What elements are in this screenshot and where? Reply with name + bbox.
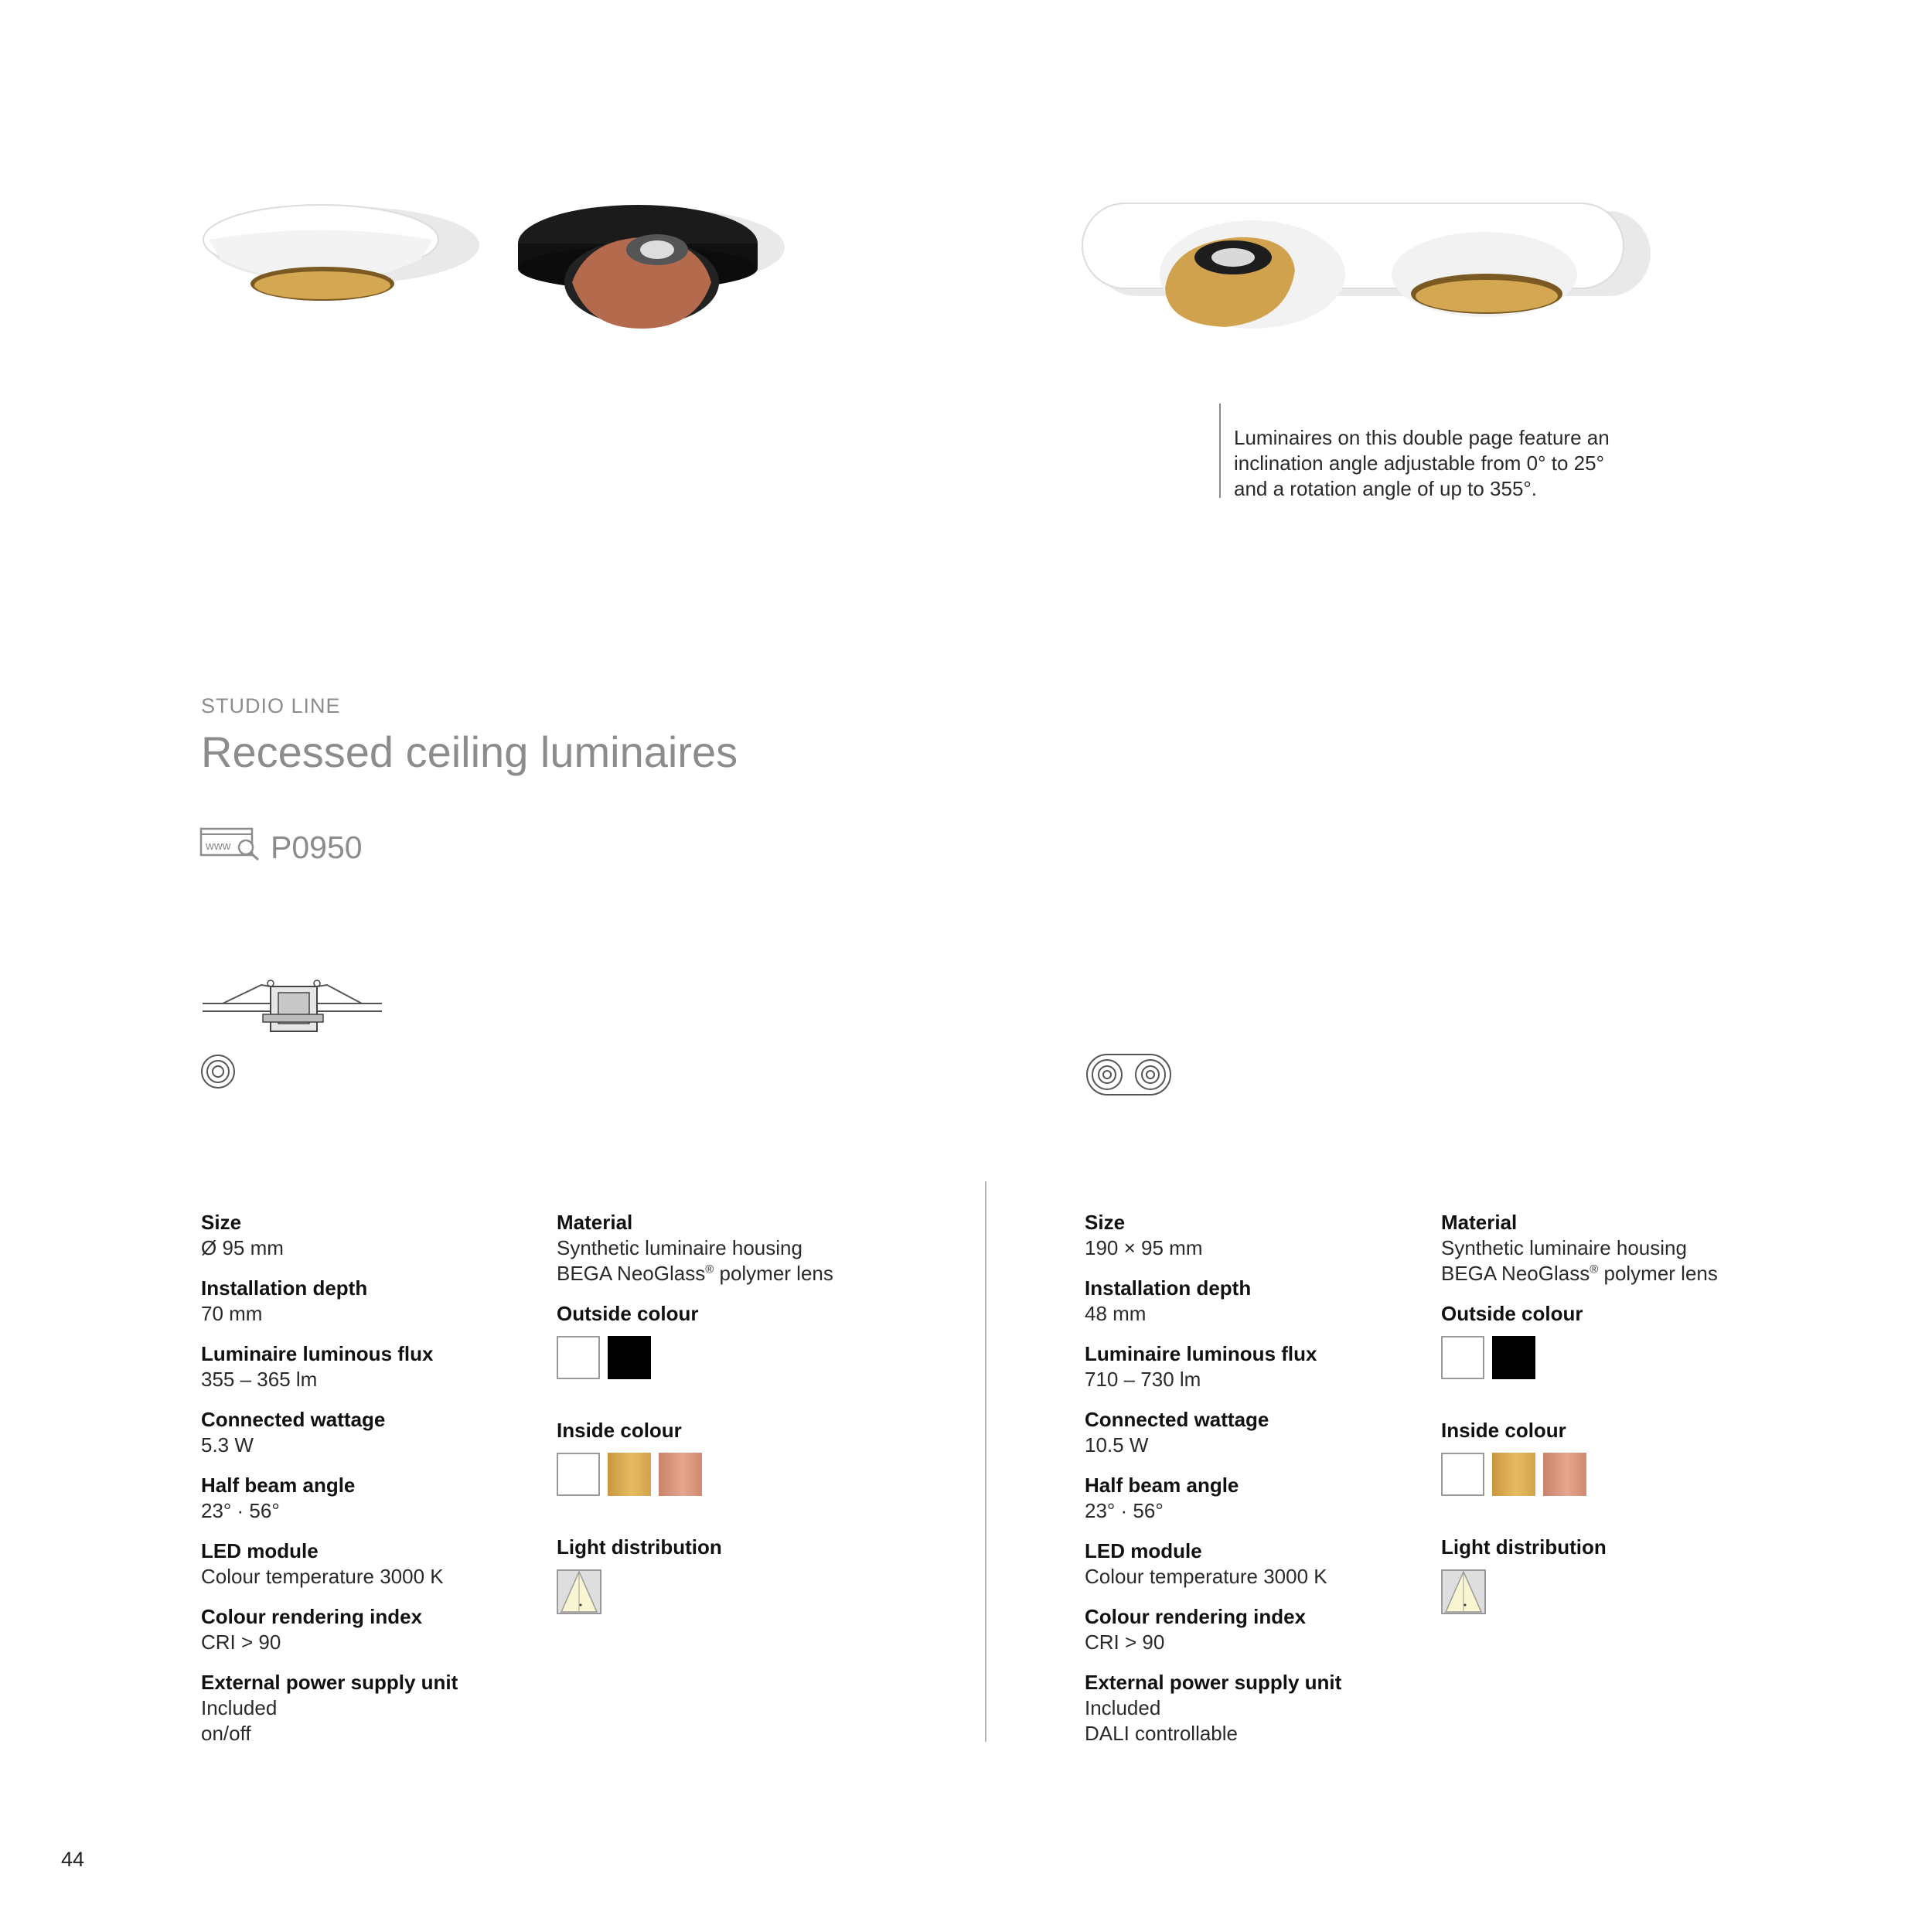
feature-note [1234, 425, 1667, 502]
swatch-gold [1492, 1453, 1535, 1496]
spec-label: Material [1441, 1211, 1518, 1234]
spec-value: 355 – 365 lm [201, 1368, 318, 1391]
spec-label: Luminaire luminous flux [1085, 1342, 1317, 1365]
series-name: STUDIO LINE [201, 694, 341, 717]
spec-value: BEGA NeoGlass® polymer lens [1441, 1262, 1718, 1285]
inside-colour-label: Inside colour [1441, 1419, 1566, 1442]
spec-value: CRI > 90 [201, 1630, 281, 1654]
product-code: P0950 [271, 830, 363, 865]
page-title: Recessed ceiling luminaires [201, 727, 738, 776]
swatch-white [557, 1336, 600, 1379]
spec-value: Included [1085, 1696, 1161, 1719]
spec-label: Half beam angle [201, 1474, 356, 1497]
spec-label: Half beam angle [1085, 1474, 1239, 1497]
spec-value: Synthetic luminaire housing [1441, 1236, 1687, 1259]
inside-colour-label: Inside colour [557, 1419, 682, 1442]
spec-value: 70 mm [201, 1302, 263, 1325]
outside-colour-label: Outside colour [1441, 1302, 1583, 1325]
spec-value: DALI controllable [1085, 1722, 1238, 1745]
spec-value: 23° · 56° [1085, 1499, 1164, 1522]
single-round-topview-icon [199, 1053, 237, 1090]
swatch-white [1441, 1453, 1484, 1496]
note-line: inclination angle adjustable from 0° to 25° [1234, 451, 1604, 475]
light-distribution-label: Light distribution [1441, 1535, 1607, 1559]
outside-colour-swatches [1441, 1336, 1718, 1379]
spec-value: CRI > 90 [1085, 1630, 1165, 1654]
spec-value: Colour temperature 3000 K [201, 1565, 444, 1588]
page-number: 44 [61, 1848, 85, 1871]
left-material-colours [557, 1210, 833, 1620]
single-white-luminaire-image [197, 197, 483, 313]
left-specs [201, 1210, 458, 1761]
spec-label: LED module [201, 1539, 319, 1562]
note-line: Luminaires on this double page feature an [1234, 426, 1610, 449]
outside-colour-swatches [557, 1336, 833, 1379]
light-distribution-icon [557, 1569, 601, 1614]
spec-label: Size [201, 1211, 242, 1234]
light-distribution-label: Light distribution [557, 1535, 722, 1559]
swatch-copper [1543, 1453, 1586, 1496]
swatch-gold [608, 1453, 651, 1496]
spec-label: External power supply unit [201, 1671, 458, 1694]
spec-value: 23° · 56° [201, 1499, 280, 1522]
double-round-topview-icon [1085, 1053, 1172, 1096]
spec-label: Colour rendering index [201, 1605, 423, 1628]
spec-value: Included [201, 1696, 278, 1719]
swatch-white [1441, 1336, 1484, 1379]
right-specs [1085, 1210, 1341, 1761]
single-black-luminaire-image [514, 197, 792, 336]
spec-value: 190 × 95 mm [1085, 1236, 1203, 1259]
www-search-icon [199, 827, 263, 861]
spec-label: External power supply unit [1085, 1671, 1342, 1694]
swatch-black [608, 1336, 651, 1379]
spec-label: Connected wattage [1085, 1408, 1269, 1431]
spec-label: Connected wattage [201, 1408, 386, 1431]
spec-label: Size [1085, 1211, 1126, 1234]
spec-label: Colour rendering index [1085, 1605, 1307, 1628]
spec-value: 48 mm [1085, 1302, 1147, 1325]
inside-colour-swatches [1441, 1453, 1718, 1496]
column-divider [985, 1181, 986, 1742]
swatch-black [1492, 1336, 1535, 1379]
spec-value: 10.5 W [1085, 1433, 1149, 1457]
spec-label: Installation depth [201, 1276, 368, 1300]
note-rule [1219, 404, 1221, 498]
spec-label: Luminaire luminous flux [201, 1342, 434, 1365]
spec-label: Material [557, 1211, 633, 1234]
spec-value: 710 – 730 lm [1085, 1368, 1201, 1391]
light-distribution-icon [1441, 1569, 1486, 1614]
spec-value: BEGA NeoGlass® polymer lens [557, 1262, 833, 1285]
swatch-white [557, 1453, 600, 1496]
outside-colour-label: Outside colour [557, 1302, 699, 1325]
www-icon-text: www [206, 840, 231, 853]
swatch-copper [659, 1453, 702, 1496]
note-line: and a rotation angle of up to 355°. [1234, 477, 1538, 500]
double-white-luminaire-image [1078, 197, 1658, 344]
spec-label: LED module [1085, 1539, 1202, 1562]
spec-label: Installation depth [1085, 1276, 1252, 1300]
spec-value: Colour temperature 3000 K [1085, 1565, 1327, 1588]
spec-value: on/off [201, 1722, 251, 1745]
right-material-colours [1441, 1210, 1718, 1620]
installation-drawing-icon [199, 973, 385, 1039]
spec-value: Ø 95 mm [201, 1236, 284, 1259]
spec-value: Synthetic luminaire housing [557, 1236, 802, 1259]
spec-value: 5.3 W [201, 1433, 254, 1457]
inside-colour-swatches [557, 1453, 833, 1496]
